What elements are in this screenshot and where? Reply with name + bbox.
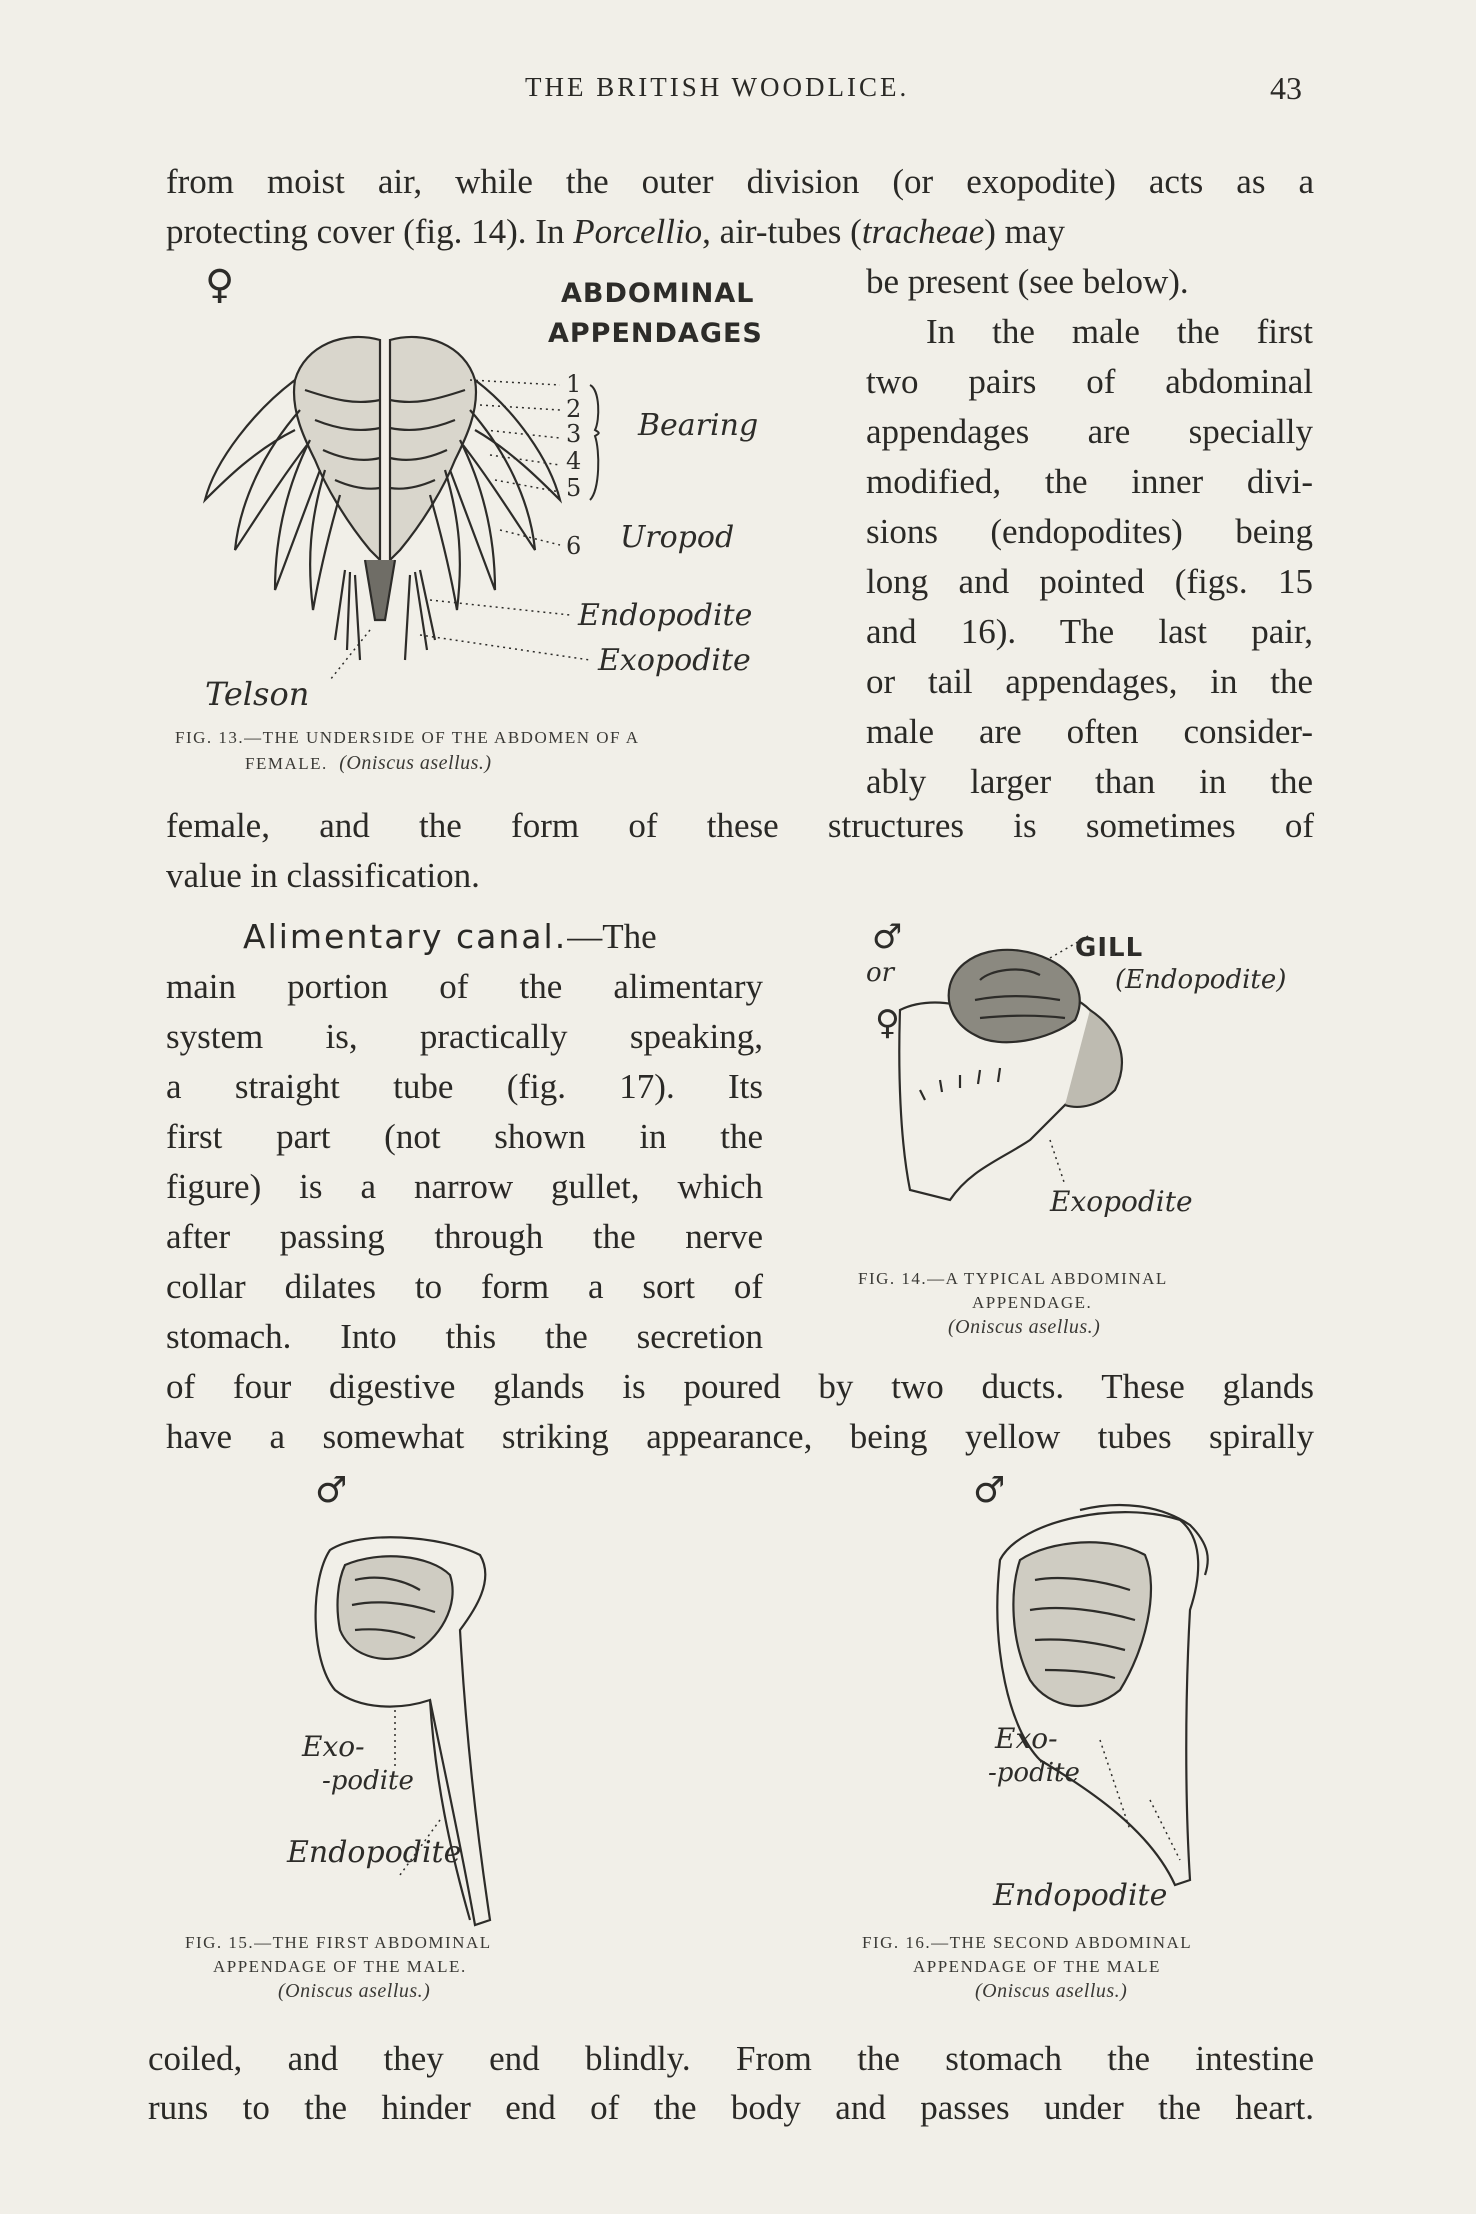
- fig15-caption-line-1: FIG. 15.—THE FIRST ABDOMINAL: [185, 1933, 492, 1952]
- fig16-endopodite-label: Endopodite: [993, 1878, 1168, 1913]
- fig13-number-5: 5: [566, 474, 582, 502]
- alimentary-line-3: system is, practically speaking,: [166, 1017, 763, 1056]
- male-symbol-icon: ♂: [973, 1470, 1006, 1511]
- fig14-or-label: or: [866, 958, 895, 988]
- fig13-heading-2: APPENDAGES: [548, 318, 763, 349]
- fig13-caption-line-2: FEMALE. (Oniscus asellus.): [245, 752, 492, 774]
- alimentary-line-8: collar dilates to form a sort of: [166, 1267, 763, 1306]
- alimentary-line-4: a straight tube (fig. 17). Its: [166, 1067, 763, 1106]
- fig14-caption-line-1: FIG. 14.—A TYPICAL ABDOMINAL: [858, 1269, 1168, 1288]
- fig13-endopodite-label: Endopodite: [578, 598, 753, 633]
- fig14-caption-line-2: APPENDAGE.: [972, 1293, 1093, 1312]
- fig15-caption-line-2: APPENDAGE OF THE MALE.: [213, 1957, 467, 1976]
- alimentary-heading-line: Alimentary canal.—The: [243, 917, 657, 956]
- fig16-caption-line-2: APPENDAGE OF THE MALE: [913, 1957, 1161, 1976]
- text-right-1: be present (see below).: [866, 262, 1189, 301]
- text-bottom-1: coiled, and they end blindly. From the stomach the intestine: [148, 2039, 1314, 2078]
- fig15-exo-label-2: -podite: [322, 1766, 414, 1796]
- alimentary-line-9: stomach. Into this the secretion: [166, 1317, 763, 1356]
- fig13-exopodite-label: Exopodite: [598, 643, 751, 678]
- fig13-telson-label: Telson: [205, 675, 310, 713]
- male-symbol-icon: ♂: [872, 917, 903, 957]
- fig16-appendage-illustration: [980, 1500, 1230, 1920]
- fig16-caption-line-3: (Oniscus asellus.): [975, 1980, 1128, 2002]
- fig14-gill-label: GILL: [1075, 933, 1144, 963]
- text-right-5: modified, the inner divi-: [866, 462, 1313, 501]
- alimentary-line-5: first part (not shown in the: [166, 1117, 763, 1156]
- section-heading: Alimentary canal.: [243, 917, 568, 956]
- text-bottom-2: runs to the hinder end of the body and passes under the heart.: [148, 2088, 1314, 2127]
- text-right-8: and 16). The last pair,: [866, 612, 1313, 651]
- fig13-bearing-label: Bearing: [638, 408, 759, 443]
- fig13-uropod-label: Uropod: [620, 520, 735, 555]
- text-right-4: appendages are specially: [866, 412, 1313, 451]
- fig13-number-4: 4: [566, 447, 582, 475]
- text-right-11: ably larger than in the: [866, 762, 1313, 801]
- alimentary-line-2: main portion of the alimentary: [166, 967, 763, 1006]
- female-symbol-icon: ♀: [205, 262, 235, 308]
- text-right-2: In the male the first: [926, 312, 1313, 351]
- male-symbol-icon: ♂: [315, 1470, 348, 1511]
- fig14-endopodite-label: (Endopodite): [1115, 965, 1287, 995]
- page-number: 43: [1270, 70, 1302, 106]
- text-line-after-fig13-1: female, and the form of these structures is sometimes of: [166, 806, 1314, 845]
- fig14-caption-line-3: (Oniscus asellus.): [948, 1316, 1101, 1338]
- text-right-10: male are often consider-: [866, 712, 1313, 751]
- fig15-caption-line-3: (Oniscus asellus.): [278, 1980, 431, 2002]
- fig14-exopodite-label: Exopodite: [1050, 1185, 1193, 1218]
- text-right-7: long and pointed (figs. 15: [866, 562, 1313, 601]
- fig16-exo-label-1: Exo-: [995, 1722, 1058, 1755]
- alimentary-line-6: figure) is a narrow gullet, which: [166, 1167, 763, 1206]
- text-line-2: protecting cover (fig. 14). In Porcellio, air-tubes (tracheae) may: [166, 212, 1065, 251]
- text-line-after-fig13-2: value in classification.: [166, 856, 480, 895]
- fig16-exo-label-2: -podite: [988, 1758, 1080, 1788]
- text-right-9: or tail appendages, in the: [866, 662, 1313, 701]
- fig13-caption-line-1: FIG. 13.—THE UNDERSIDE OF THE ABDOMEN OF A: [175, 728, 640, 747]
- text-line-1: from moist air, while the outer division (or exopodite) acts as a: [166, 162, 1314, 201]
- fig16-caption-line-1: FIG. 16.—THE SECOND ABDOMINAL: [862, 1933, 1193, 1952]
- fig13-heading-1: ABDOMINAL: [561, 278, 755, 309]
- fig13-number-1: 1: [566, 370, 582, 398]
- text-mid-1: of four digestive glands is poured by two ducts. These glands: [166, 1367, 1314, 1406]
- fig15-exo-label-1: Exo-: [302, 1730, 365, 1763]
- text-right-6: sions (endopodites) being: [866, 512, 1313, 551]
- text-right-3: two pairs of abdominal: [866, 362, 1313, 401]
- fig13-number-2: 2: [566, 395, 582, 423]
- fig14-appendage-illustration: [880, 940, 1170, 1220]
- female-symbol-icon: ♀: [875, 1003, 900, 1043]
- alimentary-line-7: after passing through the nerve: [166, 1217, 763, 1256]
- running-header: THE BRITISH WOODLICE.: [525, 72, 910, 102]
- text-mid-2: have a somewhat striking appearance, being yellow tubes spirally: [166, 1417, 1314, 1456]
- fig13-number-3: 3: [566, 420, 582, 448]
- fig15-endopodite-label: Endopodite: [287, 1835, 462, 1870]
- fig13-number-6: 6: [566, 532, 582, 560]
